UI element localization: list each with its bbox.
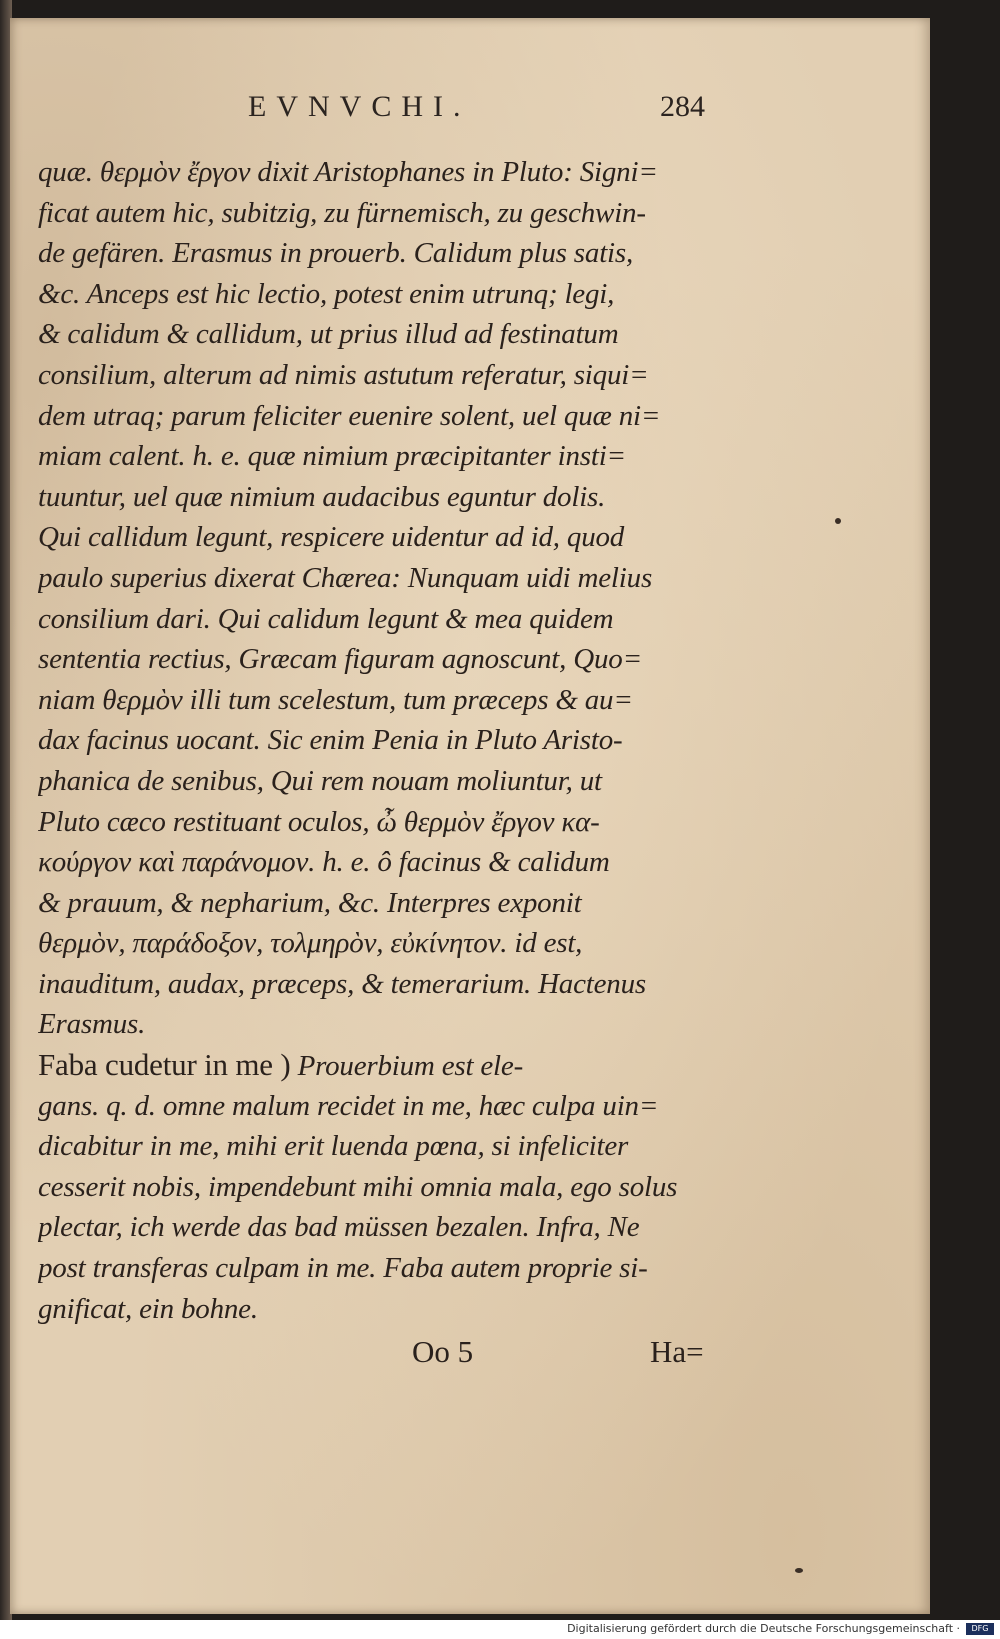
footer-bar: [0, 1620, 1000, 1639]
text-line: cesserit nobis, impendebunt mihi omnia mala, ego solus: [38, 1170, 678, 1203]
dfg-logo: DFG: [966, 1623, 994, 1635]
text-line: phanica de senibus, Qui rem nouam moliuntur, ut: [38, 764, 602, 797]
signature-mark: Oo 5: [412, 1334, 474, 1369]
text-line: gnificat, ein bohne.: [38, 1292, 258, 1325]
ink-speck: [835, 518, 841, 524]
text-line: miam calent. h. e. quæ nimium præcipitanter insti=: [38, 440, 626, 473]
text-line: tuuntur, uel quæ nimium audacibus eguntur dolis.: [38, 480, 606, 513]
text-line: gans. q. d. omne malum recidet in me, hæc culpa uin=: [38, 1089, 659, 1122]
text-line: plectar, ich werde das bad müssen bezalen. Infra, Ne: [38, 1211, 640, 1244]
text-line: post transferas culpam in me. Faba autem proprie si-: [38, 1252, 648, 1285]
text-line: κούργον καὶ παράνομον. h. e. ô facinus & calidum: [38, 846, 610, 879]
running-title: EVNVCHI.: [248, 90, 471, 123]
text-line: consilium, alterum ad nimis astutum referatur, siqui=: [38, 358, 649, 391]
text-line: sententia rectius, Græcam figuram agnoscunt, Quo=: [38, 643, 642, 676]
running-head: [10, 90, 930, 140]
page-foot: [10, 1334, 930, 1374]
lemma-line: [38, 1045, 728, 1086]
text-line: Qui callidum legunt, respicere uidentur ad id, quod: [38, 521, 625, 554]
text-line: Erasmus.: [38, 1008, 146, 1041]
text-line: quæ. θερμὸν ἔργον dixit Aristophanes in Pluto: Signi=: [38, 156, 658, 188]
catchword: Ha=: [650, 1334, 704, 1369]
text-line: Pluto cæco restituant oculos, ὦ θερμὸν ἔργον κα-: [38, 805, 600, 838]
text-line: dicabitur in me, mihi erit luenda pœna, si infeliciter: [38, 1130, 629, 1163]
ink-speck: [795, 1568, 803, 1573]
text-line: de gefären. Erasmus in prouerb. Calidum plus satis,: [38, 237, 634, 270]
text-line: ficat autem hic, subitzig, zu fürnemisch, zu geschwin-: [38, 196, 646, 229]
lemma-comment: Prouerbium est ele-: [290, 1050, 524, 1083]
text-line: paulo superius dixerat Chærea: Nunquam uidi melius: [38, 561, 653, 594]
text-line: consilium dari. Qui calidum legunt & mea quidem: [38, 602, 614, 635]
text-line: dem utraq; parum feliciter euenire solent, uel quæ ni=: [38, 399, 661, 432]
text-line: inauditum, audax, præceps, & temerarium. Hactenus: [38, 967, 646, 1000]
footer-credit: Digitalisierung gefördert durch die Deutsche Forschungsgemeinschaft ·: [567, 1622, 960, 1635]
text-line: & calidum & callidum, ut prius illud ad festinatum: [38, 318, 619, 351]
text-line: θερμὸν, παράδοξον, τολμηρὸν, εὐκίνητον. id est,: [38, 927, 583, 960]
text-line: &c. Anceps est hic lectio, potest enim utrunq; legi,: [38, 277, 615, 310]
book-page: [10, 18, 930, 1614]
folio-number: 284: [660, 90, 705, 123]
text-block: [38, 152, 728, 1329]
text-line: niam θερμὸν illi tum scelestum, tum præceps & au=: [38, 683, 633, 716]
lemma: Faba cudetur in me ): [38, 1047, 291, 1083]
text-line: & prauum, & nepharium, &c. Interpres exponit: [38, 886, 582, 919]
text-line: dax facinus uocant. Sic enim Penia in Pluto Aristo-: [38, 724, 623, 757]
